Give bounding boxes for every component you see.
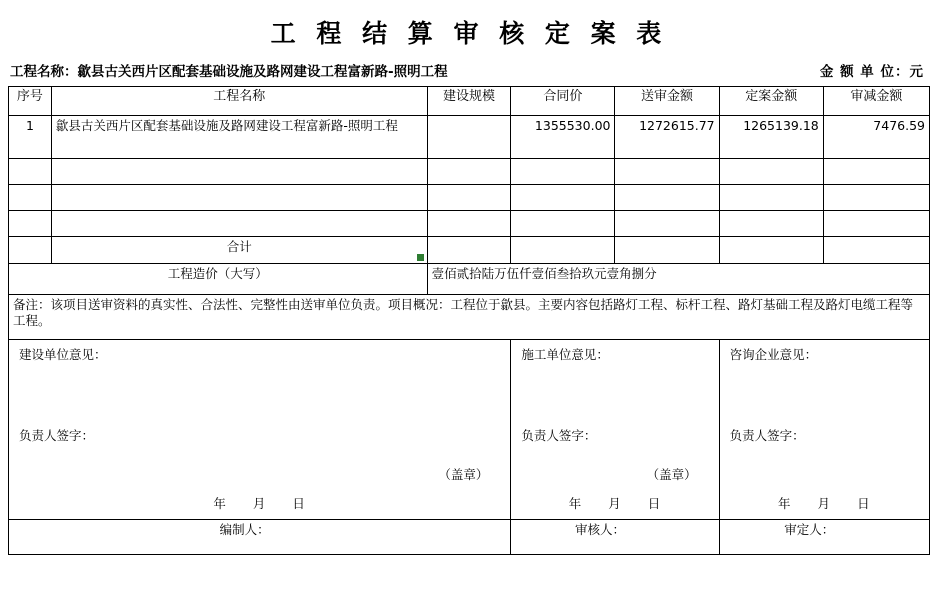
remark-row bbox=[9, 295, 930, 340]
cell-submitted-amount: 1272615.77 bbox=[615, 116, 719, 159]
cell-index bbox=[9, 159, 52, 185]
project-name-label: 工程名称： bbox=[10, 64, 78, 80]
footer-row bbox=[9, 520, 930, 555]
column-header-final-amount: 定案金额 bbox=[719, 87, 823, 116]
person-signature-label: 负责人签字： bbox=[19, 428, 95, 443]
footer-reviewer-label: 审核人： bbox=[574, 522, 625, 537]
footer-preparer bbox=[9, 520, 511, 555]
project-name-value: 歙县古关西片区配套基础设施及路网建设工程富新路-照明工程 bbox=[77, 64, 448, 80]
amount-unit: 金 额 单 位：元 bbox=[819, 64, 924, 80]
cell-reduced-amount bbox=[823, 211, 929, 237]
date-line bbox=[515, 496, 714, 512]
project-name bbox=[10, 60, 448, 80]
table-row bbox=[9, 185, 930, 211]
cell-contract-price bbox=[511, 185, 615, 211]
date-line bbox=[13, 496, 506, 512]
date-year: 年 bbox=[213, 496, 227, 512]
seal-label: （盖章） bbox=[646, 467, 697, 482]
column-header-scale: 建设规模 bbox=[427, 87, 511, 116]
opinion-label: 咨询企业意见： bbox=[729, 347, 818, 362]
column-header-index: 序号 bbox=[9, 87, 52, 116]
cell-marker-icon bbox=[417, 254, 424, 261]
table-total-row bbox=[9, 237, 930, 264]
column-header-name: 工程名称 bbox=[51, 87, 427, 116]
remark-text: 备注：该项目送审资料的真实性、合法性、完整性由送审单位负责。项目概况：工程位于歙县。主要内容包括路灯工程、标杆工程、路灯基础工程及路灯电缆工程等工程。 bbox=[9, 295, 930, 340]
cell-scale bbox=[427, 185, 511, 211]
cell-index bbox=[9, 237, 52, 264]
cell-index: 1 bbox=[9, 116, 52, 159]
cell-final-amount bbox=[719, 185, 823, 211]
page-title: 工 程 结 算 审 核 定 案 表 bbox=[270, 19, 668, 48]
footer-preparer-label: 编制人： bbox=[219, 522, 270, 537]
cell-reduced-amount bbox=[823, 185, 929, 211]
person-signature-label: 负责人签字： bbox=[521, 428, 597, 443]
date-day: 日 bbox=[647, 496, 662, 512]
table-row bbox=[9, 211, 930, 237]
total-final-amount bbox=[719, 237, 823, 264]
capital-amount-value: 壹佰贰拾陆万伍仟壹佰叁拾玖元壹角捌分 bbox=[427, 264, 929, 295]
date-day: 日 bbox=[292, 496, 306, 512]
cell-index bbox=[9, 185, 52, 211]
footer-approver bbox=[719, 520, 929, 555]
total-submitted-amount bbox=[615, 237, 719, 264]
cell-contract-price bbox=[511, 159, 615, 185]
cell-final-amount bbox=[719, 211, 823, 237]
cell-contract-price bbox=[511, 211, 615, 237]
footer-reviewer bbox=[511, 520, 719, 555]
cell-name: 歙县古关西片区配套基础设施及路网建设工程富新路-照明工程 bbox=[51, 116, 427, 159]
date-day: 日 bbox=[857, 496, 871, 512]
total-contract-price bbox=[511, 237, 615, 264]
signature-row bbox=[9, 340, 930, 520]
cell-submitted-amount bbox=[615, 211, 719, 237]
column-header-contract-price: 合同价 bbox=[511, 87, 615, 116]
date-month: 月 bbox=[608, 496, 622, 512]
cell-index bbox=[9, 211, 52, 237]
signature-block-construction-contractor bbox=[511, 340, 719, 520]
total-label: 合计 bbox=[51, 237, 427, 264]
opinion-label: 施工单位意见： bbox=[521, 347, 609, 362]
cell-name bbox=[51, 185, 427, 211]
footer-approver-label: 审定人： bbox=[784, 522, 835, 537]
cell-final-amount: 1265139.18 bbox=[719, 116, 823, 159]
capital-amount-row bbox=[9, 264, 930, 295]
column-header-submitted-amount: 送审金额 bbox=[615, 87, 719, 116]
cell-scale bbox=[427, 116, 511, 159]
cell-submitted-amount bbox=[615, 185, 719, 211]
table-row bbox=[9, 159, 930, 185]
signature-block-consulting-firm bbox=[719, 340, 929, 520]
column-header-reduced-amount: 审减金额 bbox=[823, 87, 929, 116]
seal-label: （盖章） bbox=[438, 467, 489, 482]
table-row bbox=[9, 116, 930, 159]
date-month: 月 bbox=[252, 496, 267, 512]
cell-contract-price: 1355530.00 bbox=[511, 116, 615, 159]
opinion-label: 建设单位意见： bbox=[19, 347, 107, 362]
cell-reduced-amount bbox=[823, 159, 929, 185]
total-scale bbox=[427, 237, 511, 264]
person-signature-label: 负责人签字： bbox=[729, 428, 805, 443]
table-header-row bbox=[9, 87, 930, 116]
cell-name bbox=[51, 211, 427, 237]
cell-submitted-amount bbox=[615, 159, 719, 185]
cell-scale bbox=[427, 211, 511, 237]
date-line bbox=[724, 496, 925, 512]
date-year: 年 bbox=[568, 496, 583, 512]
cell-name bbox=[51, 159, 427, 185]
settlement-table bbox=[8, 86, 930, 555]
total-reduced-amount bbox=[823, 237, 929, 264]
cell-reduced-amount: 7476.59 bbox=[823, 116, 929, 159]
cell-final-amount bbox=[719, 159, 823, 185]
cell-scale bbox=[427, 159, 511, 185]
date-year: 年 bbox=[778, 496, 792, 512]
document-meta bbox=[8, 60, 930, 86]
date-month: 月 bbox=[817, 496, 832, 512]
signature-block-construction-unit bbox=[9, 340, 511, 520]
capital-amount-label: 工程造价（大写） bbox=[9, 264, 428, 295]
